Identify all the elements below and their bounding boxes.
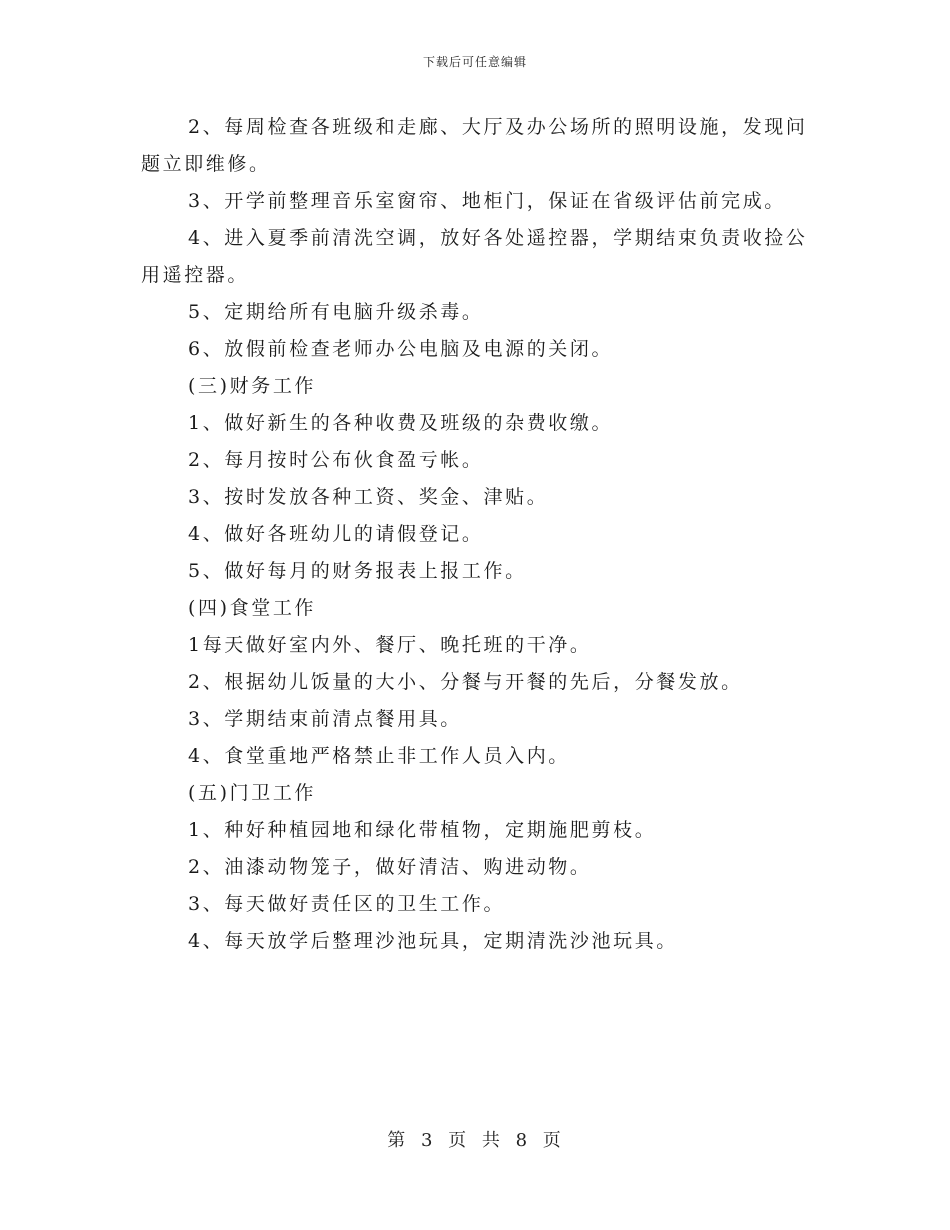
list-item: 4、进入夏季前清洗空调，放好各处遥控器，学期结束负责收捡公 (188, 227, 808, 249)
page-header: 下载后可任意编辑 (422, 55, 527, 69)
list-item: 3、按时发放各种工资、奖金、津贴。 (188, 486, 549, 508)
list-item: 5、做好每月的财务报表上报工作。 (188, 560, 527, 582)
list-item: 5、定期给所有电脑升级杀毒。 (188, 301, 484, 323)
list-item: 4、每天放学后整理沙池玩具，定期清洗沙池玩具。 (188, 930, 678, 952)
page-number: 第 3 页 共 8 页 (387, 1130, 563, 1151)
list-item: 1、种好种植园地和绿化带植物，定期施肥剪枝。 (188, 819, 657, 841)
document-body (141, 109, 811, 960)
list-item: 2、油漆动物笼子，做好清洁、购进动物。 (188, 856, 592, 878)
section-heading: (三)财务工作 (188, 375, 317, 397)
list-item: 4、食堂重地严格禁止非工作人员入内。 (188, 745, 570, 767)
section-heading: (四)食堂工作 (188, 597, 317, 619)
list-item: 6、放假前检查老师办公电脑及电源的关闭。 (188, 338, 614, 360)
list-item: 4、做好各班幼儿的请假登记。 (188, 523, 484, 545)
list-item-continuation: 题立即维修。 (141, 153, 271, 175)
list-item: 2、根据幼儿饭量的大小、分餐与开餐的先后，分餐发放。 (188, 671, 743, 693)
list-item: 1、做好新生的各种收费及班级的杂费收缴。 (188, 412, 614, 434)
section-heading: (五)门卫工作 (188, 782, 317, 804)
list-item-continuation: 用遥控器。 (141, 264, 250, 286)
list-item: 3、每天做好责任区的卫生工作。 (188, 893, 506, 915)
list-item: 3、学期结束前清点餐用具。 (188, 708, 462, 730)
list-item: 1每天做好室内外、餐厅、晚托班的干净。 (188, 634, 592, 656)
list-item: 2、每周检查各班级和走廊、大厅及办公场所的照明设施，发现问 (188, 116, 808, 138)
list-item: 2、每月按时公布伙食盈亏帐。 (188, 449, 484, 471)
list-item: 3、开学前整理音乐室窗帘、地柜门，保证在省级评估前完成。 (188, 190, 786, 212)
